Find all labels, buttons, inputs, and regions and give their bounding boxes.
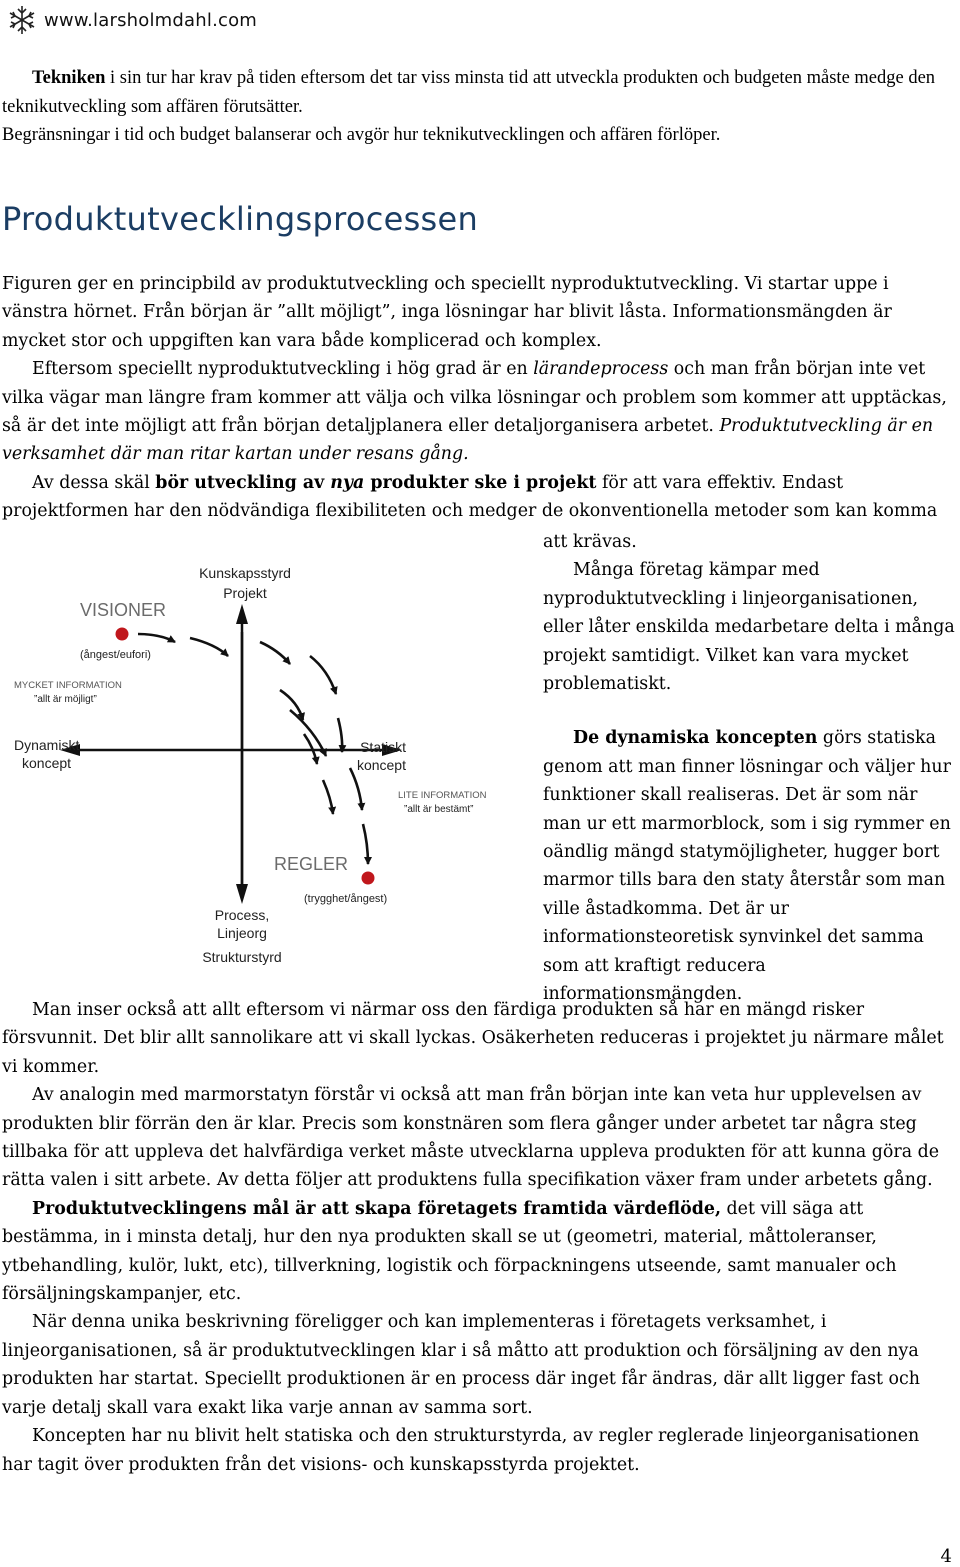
fig-top-label-2: Projekt	[223, 585, 267, 601]
fig-mycket-1: MYCKET INFORMATION	[14, 680, 122, 691]
paragraph-6: Man inser också att allt eftersom vi närmar oss den färdiga produkten så har en mängd risker försvunnit. Det blir allt sannolikare att vi skall lyckas. Osäkerheten reduceras i projektet ju närmare målet vi kommer.	[2, 1000, 944, 1077]
p5-bold: De dynamiska koncepten	[573, 728, 818, 749]
fig-regler: REGLER	[274, 854, 349, 874]
paragraph-10: Koncepten har nu blivit helt statiska och den strukturstyrda, av regler reglerade linjeorganisationen har tagit över produkten från det visions- och kunskapsstyrda projektet.	[2, 1426, 920, 1475]
intro-block	[2, 64, 954, 150]
fig-dyn-2: koncept	[22, 755, 72, 771]
p3-bold-1: bör utveckling av	[155, 472, 331, 493]
p3-text-a: Av dessa skäl	[32, 472, 156, 493]
fig-stat-2: koncept	[356, 757, 406, 773]
paragraph-1: Figuren ger en principbild av produktutveckling och speciellt nyproduktutveckling. Vi startar uppe i vänstra hörnet. Från början är ”allt möjligt”, inga lösningar har blivit låsta. Informationsmängden är mycket stor och uppgiften kan vara både komplicerad och komplex.	[2, 274, 892, 351]
main-text-top	[2, 270, 954, 526]
p5-text: görs statiska genom att man finner lösningar och väljer hur funktioner skall realiseras. Det är som när man ur ett marmorblock, som i sig rymmer en oändlig mängd statymöjligheter, hugger bort marmor tills bara den staty återstår som man ville åstadkomma. Det är ur informationsteoretisk synvinkel det samma som att kraftigt reducera informationsmängden.	[543, 728, 951, 1005]
p2-italic-2: Produktutveckling är en verksamhet där man ritar kartan under resans gång.	[2, 416, 934, 465]
fig-bottom-1: Process,	[214, 907, 270, 923]
paragraph-7: Av analogin med marmorstatyn förstår vi också att man från början inte kan veta hur upplevelsen av produkten blir förrän den är klar. Precis som konstnären som flera gånger under arbetet tar några steg tillbaka för att uppleva det halvfärdiga verket måste utvecklarna uppleva produkten för att kunna göra de rätta valen i sitt arbete. Av detta följer att produktens fulla specifikation växer fram under arbetets gång.	[2, 1085, 940, 1191]
fig-regler-sub: (trygghet/ångest)	[304, 893, 388, 905]
fig-dyn-1: Dynamiskt	[14, 737, 80, 753]
page-number: 4	[940, 1546, 952, 1567]
vertical-axis-top-arrow	[236, 604, 248, 624]
intro-paragraph-1	[2, 64, 954, 121]
intro-bold: Tekniken	[32, 68, 106, 88]
paragraph-5	[543, 724, 955, 1008]
main-text-bottom	[2, 996, 954, 1479]
fig-stat-1: Statiskt	[360, 739, 406, 755]
fig-bottom-3: Strukturstyrd	[202, 949, 282, 965]
intro-paragraph-2: Begränsningar i tid och budget balanserar och avgör hur teknikutvecklingen och affären förlöper.	[2, 125, 721, 146]
p2-text-a: Eftersom speciellt nyproduktutveckling i hög grad är en	[32, 359, 534, 380]
p2-text-b: och man från början inte vet vilka vägar man längre fram kommer att välja och vilka lösningar och problem som kommer att upptäckas, så är det inte möjligt att från början detaljplanera eller detaljorganisera arbetet.	[2, 359, 947, 437]
fig-top-label-1: Kunskapsstyrd	[199, 565, 291, 581]
right-column	[543, 528, 955, 1009]
p3-text-c: för att vara effektiv. Endast projektformen har den nödvändiga flexibiliteten och medger de okonventionella metoder som kan komma	[2, 472, 938, 522]
visioner-dot	[116, 628, 129, 641]
regler-dot	[362, 872, 375, 885]
paragraph-2	[2, 355, 954, 469]
intro-text-1: i sin tur har krav på tiden eftersom det tar viss minsta tid att utveckla produkten och budgeten måste medge den teknikutveckling som affären förutsätter.	[2, 68, 936, 117]
p3-text-d: att krävas.	[543, 532, 637, 552]
p2-italic-1: lärandeprocess	[533, 359, 669, 380]
paragraph-8	[2, 1195, 954, 1309]
p8-bold: Produktutvecklingens mål är att skapa företagets framtida värdeflöde,	[32, 1198, 722, 1219]
fig-lite-1: LITE INFORMATION	[398, 790, 487, 801]
snowflake-logo-icon	[6, 4, 38, 36]
paragraph-3	[2, 469, 954, 526]
fig-visioner: VISIONER	[80, 600, 167, 620]
p3-bold-italic: nya	[330, 472, 365, 493]
p8-text: det vill säga att bestämma, in i minsta detalj, hur den nya produkten skall se ut (geometri, material, måttoleranser, ytbehandling, kulör, lukt, etc), tillverkning, logistik och förpackningens utseende, samt manualer och försäljningskampanjer, etc.	[2, 1198, 897, 1305]
fig-visioner-sub: (ångest/eufori)	[80, 649, 151, 661]
paragraph-4: Många företag kämpar med nyproduktutveckling i linjeorganisationen, eller låter enskilda medarbetare delta i många projekt samtidigt. Vilket kan vara mycket problematiskt.	[543, 560, 955, 695]
section-heading: Produktutvecklingsprocessen	[2, 200, 479, 238]
paragraph-9: När denna unika beskrivning föreligger och kan implementeras i företagets verksamhet, i linjeorganisationen, så är produktutvecklingen klar i så måtto att produktion och försäljning av den nya produkten har startat. Speciellt produktionen är en process där inget får ändras, där allt ligger fast och varje detalj skall vara exakt lika varje annan av samma sort.	[2, 1312, 920, 1418]
fig-mycket-2: ”allt är möjligt”	[34, 694, 97, 705]
fig-lite-2: ”allt är bestämt”	[404, 804, 474, 815]
process-figure	[10, 552, 487, 972]
p3-bold-2: produkter ske i projekt	[364, 472, 597, 493]
fig-bottom-2: Linjeorg	[217, 925, 267, 941]
site-url[interactable]: www.larsholmdahl.com	[44, 9, 258, 31]
site-header	[6, 4, 257, 36]
